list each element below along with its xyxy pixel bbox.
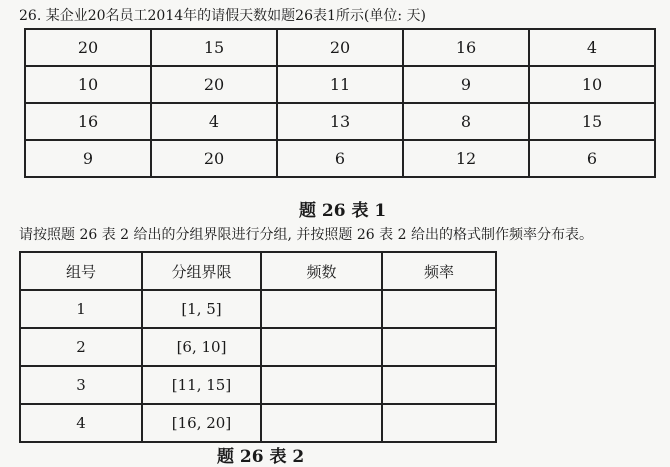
table-cell: 6: [277, 140, 403, 177]
table-row: [25, 103, 655, 140]
table-cell: 13: [277, 103, 403, 140]
table-cell: 11: [277, 66, 403, 103]
table-cell: 20: [25, 29, 151, 66]
table-row: [20, 404, 496, 442]
instruction-text: 请按照题 26 表 2 给出的分组界限进行分组, 并按照题 26 表 2 给出的格式制作频率分布表。: [19, 227, 593, 243]
table-cell: 8: [403, 103, 529, 140]
relative-frequency-cell: [382, 366, 496, 404]
table1-caption: 题 26 表 1: [299, 201, 387, 221]
table-cell: 12: [403, 140, 529, 177]
table-cell: 20: [277, 29, 403, 66]
table-cell: 4: [529, 29, 655, 66]
frequency-count-cell: [261, 366, 382, 404]
group-number-cell: 2: [20, 328, 142, 366]
table-cell: 4: [151, 103, 277, 140]
group-bounds-cell: [16, 20]: [142, 404, 261, 442]
frequency-count-cell: [261, 290, 382, 328]
table-cell: 15: [151, 29, 277, 66]
frequency-count-cell: [261, 404, 382, 442]
group-bounds-cell: [1, 5]: [142, 290, 261, 328]
relative-frequency-cell: [382, 328, 496, 366]
table-cell: 15: [529, 103, 655, 140]
frequency-count-cell: [261, 328, 382, 366]
header-group-number: 组号: [20, 252, 142, 290]
question-text: 26. 某企业20名员工2014年的请假天数如题26表1所示(单位: 天): [19, 8, 426, 24]
table-cell: 10: [529, 66, 655, 103]
frequency-table-body: [20, 290, 496, 442]
table-cell: 9: [403, 66, 529, 103]
frequency-table: [19, 251, 497, 443]
relative-frequency-cell: [382, 290, 496, 328]
table-row: [20, 290, 496, 328]
table-row: [25, 66, 655, 103]
table-row: [20, 366, 496, 404]
table-cell: 16: [403, 29, 529, 66]
group-number-cell: 3: [20, 366, 142, 404]
table-cell: 20: [151, 66, 277, 103]
relative-frequency-cell: [382, 404, 496, 442]
table-cell: 6: [529, 140, 655, 177]
header-relative-frequency: 频率: [382, 252, 496, 290]
table-cell: 20: [151, 140, 277, 177]
table-row: [25, 140, 655, 177]
header-frequency-count: 频数: [261, 252, 382, 290]
group-bounds-cell: [11, 15]: [142, 366, 261, 404]
table-row: [20, 328, 496, 366]
table-cell: 9: [25, 140, 151, 177]
group-bounds-cell: [6, 10]: [142, 328, 261, 366]
group-number-cell: 1: [20, 290, 142, 328]
table-row: [25, 29, 655, 66]
header-group-bounds: 分组界限: [142, 252, 261, 290]
table-cell: 16: [25, 103, 151, 140]
leave-days-table: [24, 28, 656, 178]
table-cell: 10: [25, 66, 151, 103]
group-number-cell: 4: [20, 404, 142, 442]
leave-days-table-body: [25, 29, 655, 177]
frequency-table-header-row: [20, 252, 496, 290]
table2-caption: 题 26 表 2: [217, 447, 305, 467]
